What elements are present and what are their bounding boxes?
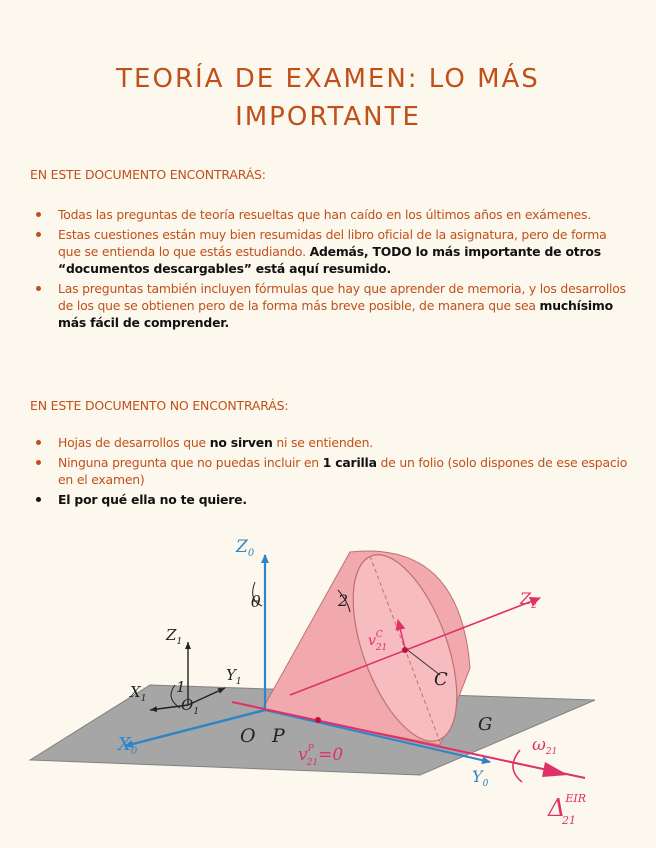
label-v21-p: $v^P$ 21=0 — [298, 744, 344, 768]
label-g: G — [478, 714, 493, 735]
list-item — [30, 206, 630, 223]
list-item — [30, 454, 630, 488]
list-item — [30, 434, 630, 451]
list-item-emphasis: no sirven — [209, 435, 273, 450]
label-omega: $\omega_{21}$ — [532, 735, 558, 757]
list-item — [30, 491, 630, 508]
list-item-emphasis: Además, TODO lo más importante de otros “documentos descargables” está aquí resumido. — [58, 244, 601, 276]
label-theta: θ — [251, 592, 261, 611]
list-item-emphasis: muchísimo más fácil de comprender. — [58, 298, 613, 330]
label-x1: $X_1$ — [130, 683, 147, 704]
label-z1: $Z_1$ — [166, 626, 183, 647]
label-o: O — [240, 725, 256, 747]
page-title: TEORÍA DE EXAMEN: LO MÁS IMPORTANTE — [116, 64, 540, 132]
label-x0: $X_0$ — [118, 734, 138, 757]
list-item-emphasis: El por qué ella no te quiere. — [58, 492, 247, 507]
label-y0: $Y_0$ — [472, 767, 489, 789]
point-p — [315, 717, 321, 723]
label-angle-2: 2 — [338, 591, 349, 610]
label-o1: $O_1$ — [181, 696, 200, 717]
label-z2: $Z_2$ — [520, 589, 537, 611]
list-item-emphasis: 1 carilla — [322, 455, 377, 470]
omega-rotation-arc — [513, 750, 522, 782]
list-item-text: Hojas de desarrollos que — [58, 435, 206, 450]
excludes-list — [30, 434, 630, 511]
list-item-text: Estas cuestiones están muy bien resumidas del libro oficial de la asignatura, pero de forma que se entienda lo que estás estudiando. — [58, 227, 607, 259]
point-c — [402, 647, 408, 653]
list-item-text: Todas las preguntas de teoría resueltas que han caído en los últimos años en exámenes. — [58, 207, 592, 222]
includes-list — [30, 206, 630, 334]
label-angle-1: 1 — [176, 678, 186, 696]
label-y1: $Y_1$ — [226, 666, 242, 687]
kinematics-cone-diagram — [0, 520, 656, 848]
label-delta: $\Delta^{EIR}$ 21 — [548, 792, 587, 827]
label-c: C — [434, 669, 448, 690]
list-item — [30, 280, 630, 331]
label-v21-c: $v^C$ 21 — [368, 630, 388, 653]
list-item-text: Las preguntas también incluyen fórmulas que hay que aprender de memoria, y los desarrollos de los que se obtienen pero de la forma más breve posible, de manera que sea — [58, 281, 626, 313]
label-z0: $Z_0$ — [236, 537, 255, 559]
section-heading-includes: EN ESTE DOCUMENTO ENCONTRARÁS: — [30, 167, 266, 182]
list-item-text: Ninguna pregunta que no puedas incluir en — [58, 455, 319, 470]
section-heading-excludes: EN ESTE DOCUMENTO NO ENCONTRARÁS: — [30, 398, 289, 413]
list-item-text: de un folio (solo dispones de ese espacio en el examen) — [58, 455, 628, 487]
list-item — [30, 226, 630, 277]
label-p: P — [272, 725, 285, 747]
list-item-text: ni se entienden. — [276, 435, 373, 450]
omega-arrow-head — [542, 762, 568, 777]
